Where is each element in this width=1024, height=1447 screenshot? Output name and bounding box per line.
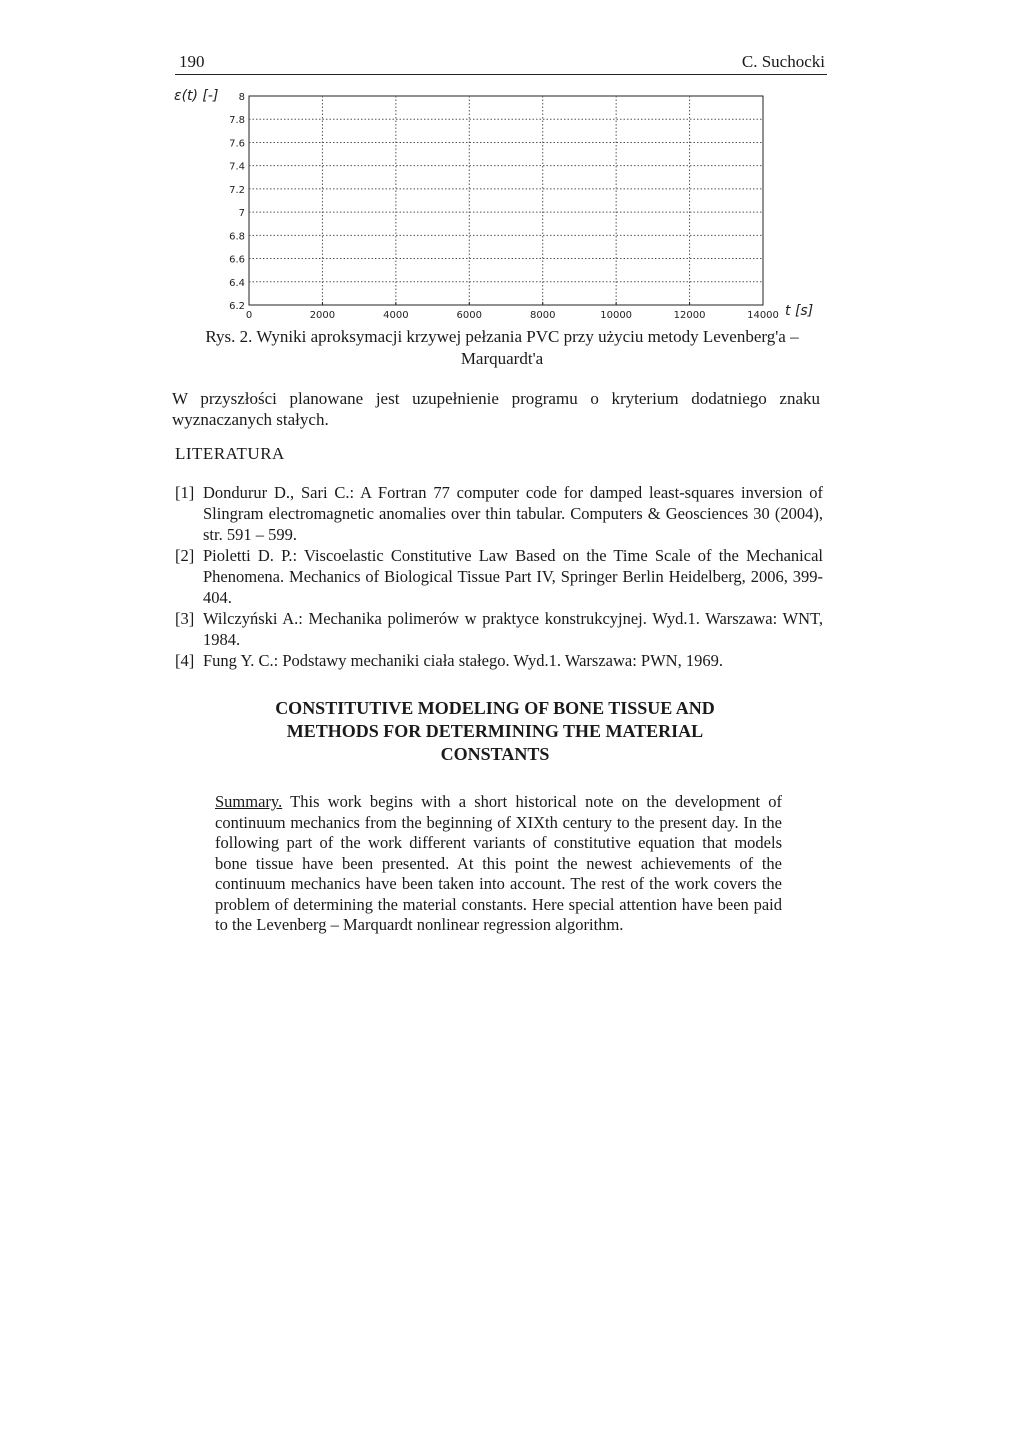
plot-frame: [249, 96, 763, 305]
x-tick-label: 14000: [747, 310, 779, 321]
reference-number: [2]: [175, 546, 195, 565]
reference-number: [3]: [175, 609, 195, 628]
reference-1: [175, 482, 823, 545]
figure-caption: [172, 326, 832, 370]
y-tick-label: 6.4: [229, 277, 245, 289]
body-paragraph: W przyszłości planowane jest uzupełnienie programu o kryterium dodatniego znaku wyznaczanych stałych.: [172, 389, 820, 429]
y-tick-label: 6.6: [229, 254, 245, 266]
reference-list: [175, 482, 823, 671]
summary-paragraph: [215, 792, 782, 936]
x-tick-label: 4000: [383, 310, 409, 321]
y-tick-label: 8: [238, 92, 245, 103]
reference-text: Wilczyński A.: Mechanika polimerów w praktyce konstrukcyjnej. Wyd.1. Warszawa: WNT, 1984.: [203, 609, 823, 649]
y-tick-label: 7.8: [229, 115, 245, 127]
english-title: [215, 697, 775, 766]
y-tick-label: 6.8: [229, 231, 245, 243]
literature-heading: LITERATURA: [175, 444, 285, 463]
y-tick-label: 7.2: [229, 184, 245, 196]
creep-chart: [172, 84, 822, 322]
tick-layer: [229, 92, 779, 321]
summary-label: Summary.: [215, 792, 283, 811]
x-tick-label: 8000: [529, 310, 556, 321]
english-title-line-2: METHODS FOR DETERMINING THE MATERIAL: [286, 721, 704, 741]
reference-3: [175, 608, 823, 650]
x-tick-label: 6000: [456, 310, 483, 321]
y-tick-label: 6.2: [229, 301, 245, 312]
y-tick-label: 7.6: [229, 138, 245, 150]
y-axis-label: ε(t) [-]: [174, 88, 219, 104]
reference-number: [4]: [175, 651, 195, 670]
reference-text: Pioletti D. P.: Viscoelastic Constitutive Law Based on the Time Scale of the Mechanical Phenomena. Mechanics of Biological Tissue Part IV, Springer Berlin Heidelberg, 2006, 399-404.: [203, 546, 823, 607]
page-number: 190: [179, 52, 205, 71]
running-author: C. Suchocki: [741, 52, 825, 71]
caption-line-1: Rys. 2. Wyniki aproksymacji krzywej pełzania PVC przy użyciu metody Levenberg'a –: [205, 327, 799, 346]
english-title-line-1: CONSTITUTIVE MODELING OF BONE TISSUE AND: [275, 698, 715, 718]
reference-text: Dondurur D., Sari C.: A Fortran 77 computer code for damped least-squares inversion of Slingram electromagnetic anomalies over thin tabular. Computers & Geosciences 30 (2004), str. 591 – 599.: [203, 483, 823, 544]
chart-svg: [172, 84, 822, 322]
reference-text: Fung Y. C.: Podstawy mechaniki ciała stałego. Wyd.1. Warszawa: PWN, 1969.: [203, 651, 723, 670]
x-tick-label: 2000: [309, 310, 336, 321]
summary-text: This work begins with a short historical note on the development of continuum mechanics from the beginning of XIXth century to the present day. In the following part of the work different variants of constitutive equation that models bone tissue have been presented. At this point the newest achievements of the continuum mechanics have been taken into account. The rest of the work covers the problem of determining the material constants. Here special attention have been paid to the Levenberg – Marquardt nonlinear regression algorithm.: [215, 792, 783, 934]
x-tick-label: 12000: [673, 310, 706, 321]
x-axis-label: t [s]: [785, 303, 814, 319]
y-tick-label: 7: [238, 208, 245, 220]
grid-layer: [249, 96, 763, 305]
reference-2: [175, 545, 823, 608]
reference-4: [175, 650, 823, 671]
running-header: [175, 50, 827, 75]
reference-number: [1]: [175, 483, 195, 502]
english-title-line-3: CONSTANTS: [440, 744, 550, 764]
caption-line-2: Marquardt'a: [460, 349, 544, 368]
x-tick-label: 10000: [600, 310, 633, 321]
y-tick-label: 7.4: [229, 161, 245, 173]
x-tick-label: 0: [245, 310, 253, 321]
